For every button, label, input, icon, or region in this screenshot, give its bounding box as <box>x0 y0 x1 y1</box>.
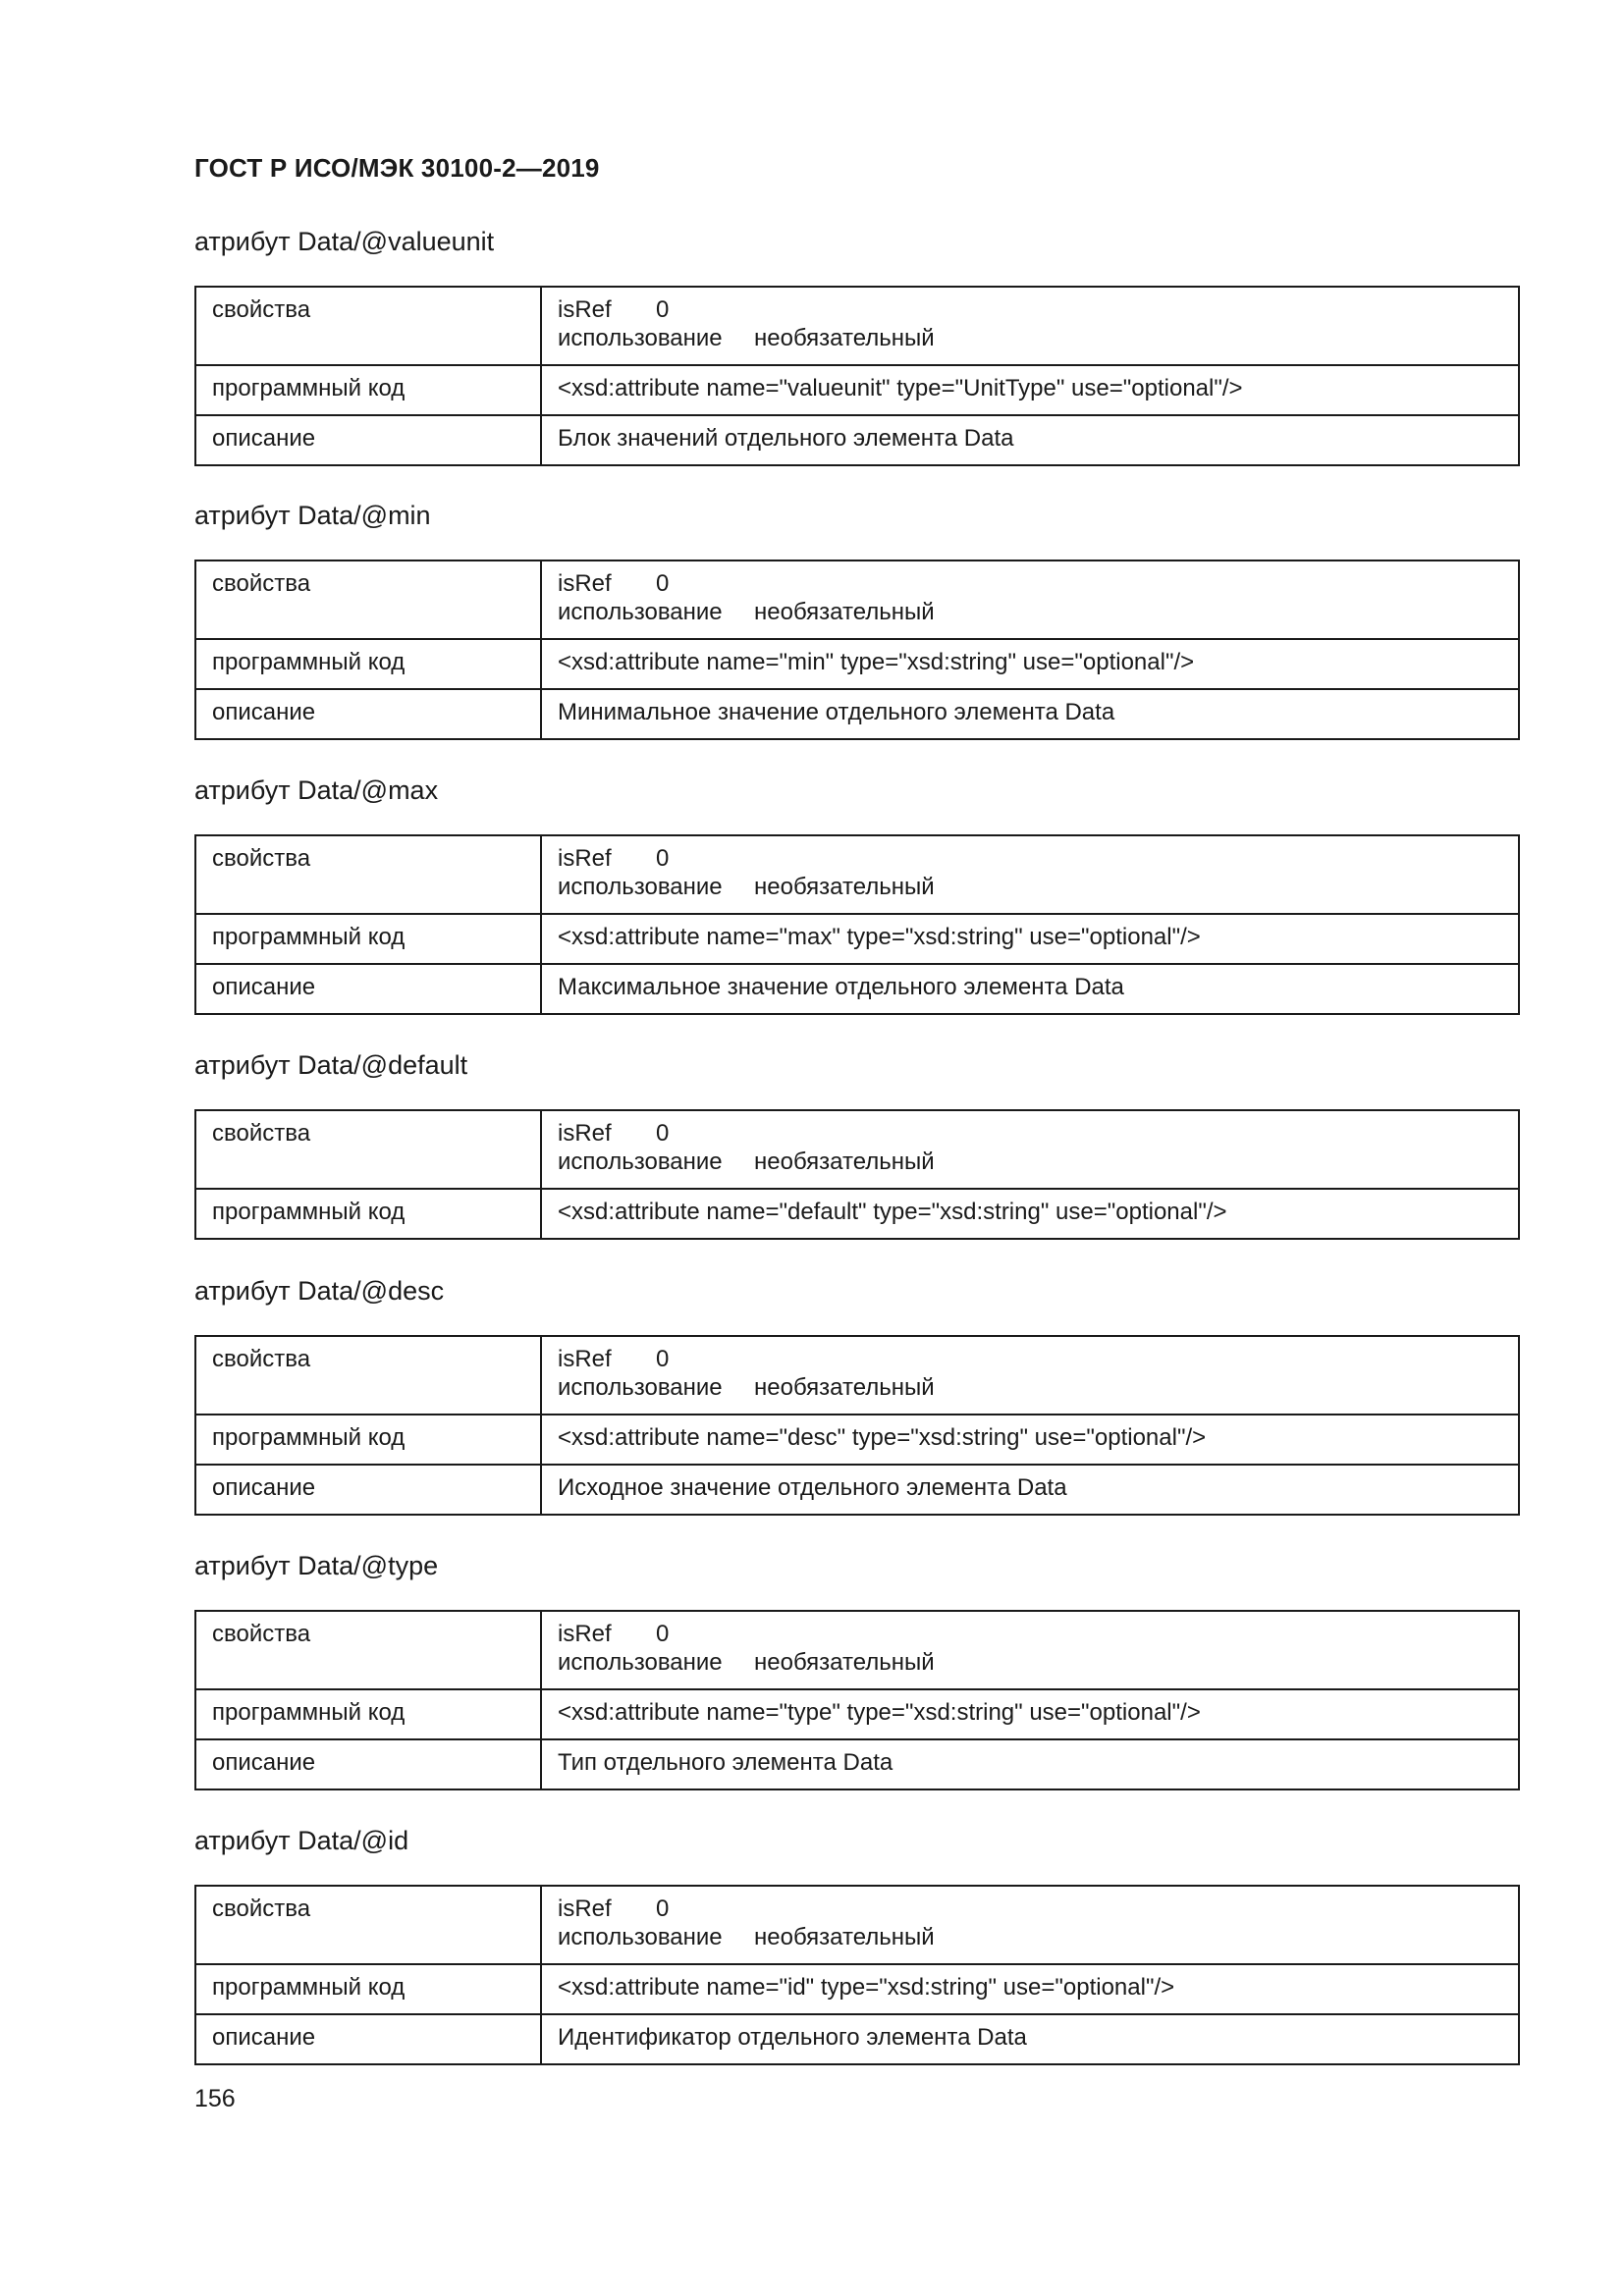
description-label: описание <box>195 1465 541 1515</box>
table-row-code <box>195 1689 1519 1739</box>
attribute-section-default <box>194 1048 1518 1240</box>
properties-value <box>541 1886 1519 1964</box>
use-value: необязательный <box>754 325 935 351</box>
isref-value: 0 <box>656 845 670 872</box>
code-value: <xsd:attribute name="type" type="xsd:string" use="optional"/> <box>541 1689 1519 1739</box>
code-label: программный код <box>195 1689 541 1739</box>
isref-key: isRef <box>558 1896 612 1922</box>
table-row-properties <box>195 1611 1519 1689</box>
section-title: атрибут Data/@min <box>194 501 431 530</box>
attribute-table <box>194 1885 1520 2065</box>
description-label: описание <box>195 689 541 739</box>
attribute-section-desc <box>194 1274 1518 1516</box>
properties-label: свойства <box>195 835 541 914</box>
code-label: программный код <box>195 1964 541 2014</box>
table-row-properties <box>195 561 1519 639</box>
properties-value <box>541 287 1519 365</box>
document-standard-title: ГОСТ Р ИСО/МЭК 30100-2—2019 <box>194 153 600 183</box>
table-row-properties <box>195 1886 1519 1964</box>
isref-key: isRef <box>558 1346 612 1372</box>
table-row-properties <box>195 835 1519 914</box>
attribute-table <box>194 286 1520 466</box>
attribute-table <box>194 1109 1520 1240</box>
code-label: программный код <box>195 1415 541 1465</box>
section-title: атрибут Data/@id <box>194 1826 409 1855</box>
properties-label: свойства <box>195 1886 541 1964</box>
properties-label: свойства <box>195 1336 541 1415</box>
description-label: описание <box>195 1739 541 1789</box>
description-value: Минимальное значение отдельного элемента Data <box>541 689 1519 739</box>
use-value: необязательный <box>754 1924 935 1950</box>
table-row-description <box>195 2014 1519 2064</box>
attribute-section-id <box>194 1824 1518 2065</box>
use-value: необязательный <box>754 874 935 900</box>
properties-value <box>541 835 1519 914</box>
code-value: <xsd:attribute name="max" type="xsd:string" use="optional"/> <box>541 914 1519 964</box>
section-title: атрибут Data/@default <box>194 1050 468 1080</box>
table-row-code <box>195 1415 1519 1465</box>
attribute-table <box>194 1610 1520 1790</box>
isref-key: isRef <box>558 1621 612 1647</box>
isref-value: 0 <box>656 1346 670 1372</box>
table-row-properties <box>195 287 1519 365</box>
isref-key: isRef <box>558 1120 612 1147</box>
table-row-description <box>195 1739 1519 1789</box>
code-label: программный код <box>195 365 541 415</box>
table-row-description <box>195 689 1519 739</box>
table-row-description <box>195 415 1519 465</box>
description-value: Блок значений отдельного элемента Data <box>541 415 1519 465</box>
use-key: использование <box>558 599 723 625</box>
isref-value: 0 <box>656 1120 670 1147</box>
description-label: описание <box>195 964 541 1014</box>
attribute-table <box>194 1335 1520 1516</box>
properties-label: свойства <box>195 561 541 639</box>
properties-value <box>541 1336 1519 1415</box>
table-row-description <box>195 964 1519 1014</box>
table-row-code <box>195 914 1519 964</box>
use-value: необязательный <box>754 599 935 625</box>
code-label: программный код <box>195 1189 541 1239</box>
table-row-code <box>195 365 1519 415</box>
description-value: Максимальное значение отдельного элемента Data <box>541 964 1519 1014</box>
properties-label: свойства <box>195 1611 541 1689</box>
properties-value <box>541 561 1519 639</box>
code-value: <xsd:attribute name="valueunit" type="UnitType" use="optional"/> <box>541 365 1519 415</box>
code-label: программный код <box>195 639 541 689</box>
isref-value: 0 <box>656 1896 670 1922</box>
properties-value <box>541 1611 1519 1689</box>
use-key: использование <box>558 325 723 351</box>
table-row-code <box>195 1189 1519 1239</box>
use-key: использование <box>558 1649 723 1676</box>
use-key: использование <box>558 874 723 900</box>
properties-label: свойства <box>195 1110 541 1189</box>
isref-key: isRef <box>558 296 612 323</box>
use-value: необязательный <box>754 1148 935 1175</box>
isref-value: 0 <box>656 1621 670 1647</box>
attribute-section-type <box>194 1549 1518 1790</box>
properties-label: свойства <box>195 287 541 365</box>
description-value: Тип отдельного элемента Data <box>541 1739 1519 1789</box>
code-value: <xsd:attribute name="desc" type="xsd:string" use="optional"/> <box>541 1415 1519 1465</box>
code-value: <xsd:attribute name="default" type="xsd:string" use="optional"/> <box>541 1189 1519 1239</box>
description-value: Идентификатор отдельного элемента Data <box>541 2014 1519 2064</box>
isref-key: isRef <box>558 845 612 872</box>
isref-value: 0 <box>656 296 670 323</box>
table-row-code <box>195 639 1519 689</box>
table-row-properties <box>195 1336 1519 1415</box>
attribute-table <box>194 560 1520 740</box>
attribute-table <box>194 834 1520 1015</box>
table-row-description <box>195 1465 1519 1515</box>
table-row-properties <box>195 1110 1519 1189</box>
use-key: использование <box>558 1374 723 1401</box>
use-key: использование <box>558 1924 723 1950</box>
description-value: Исходное значение отдельного элемента Data <box>541 1465 1519 1515</box>
page-number: 156 <box>194 2085 236 2112</box>
use-value: необязательный <box>754 1374 935 1401</box>
attribute-section-max <box>194 774 1518 1015</box>
code-value: <xsd:attribute name="id" type="xsd:string" use="optional"/> <box>541 1964 1519 2014</box>
code-value: <xsd:attribute name="min" type="xsd:string" use="optional"/> <box>541 639 1519 689</box>
section-title: атрибут Data/@max <box>194 775 439 805</box>
section-title: атрибут Data/@type <box>194 1551 439 1580</box>
code-label: программный код <box>195 914 541 964</box>
attribute-section-valueunit <box>194 225 1518 466</box>
section-title: атрибут Data/@valueunit <box>194 227 495 256</box>
use-value: необязательный <box>754 1649 935 1676</box>
isref-value: 0 <box>656 570 670 597</box>
description-label: описание <box>195 2014 541 2064</box>
section-title: атрибут Data/@desc <box>194 1276 445 1306</box>
use-key: использование <box>558 1148 723 1175</box>
attribute-section-min <box>194 499 1518 740</box>
isref-key: isRef <box>558 570 612 597</box>
table-row-code <box>195 1964 1519 2014</box>
description-label: описание <box>195 415 541 465</box>
properties-value <box>541 1110 1519 1189</box>
